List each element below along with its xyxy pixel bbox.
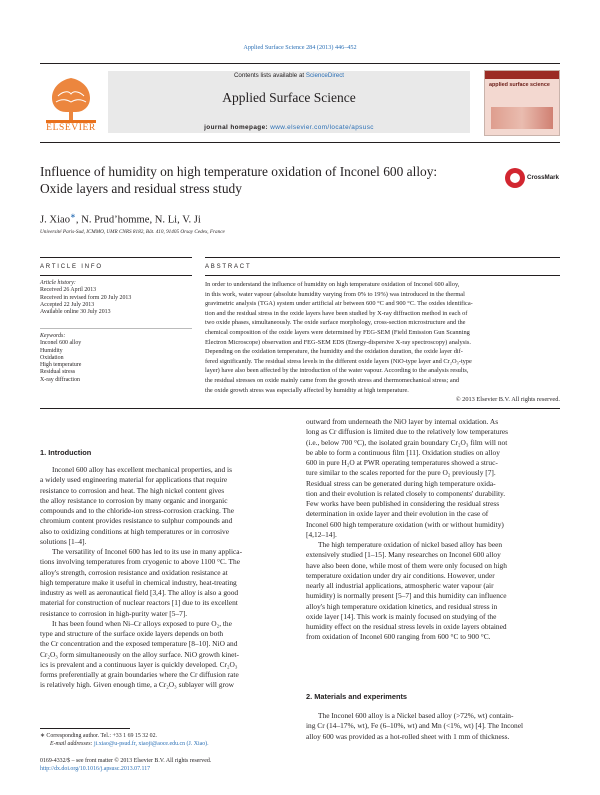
text-line: high temperature make it useful in chemical industry, heat-treating bbox=[40, 577, 237, 587]
text-line: type and structure of the surface oxide layers depends on both bbox=[40, 629, 224, 638]
text-line: humidity effect on the residual stress levels in oxide layers obtained bbox=[306, 622, 507, 631]
history-item: Accepted 22 July 2013 bbox=[40, 301, 95, 308]
text-line: humidity) is normally present [5–7] and this humidity can influence bbox=[306, 591, 507, 601]
abstract-line: in this work, water vapour (absolute humidity varying from 0% to 19%) was introduced in the thermal bbox=[205, 290, 465, 298]
abstract-line: tion and the residual stress in the oxide layers have been studied by X-ray diffraction method in each of bbox=[205, 309, 468, 317]
abstract-line: Depending on the oxidation temperature, the humidity and the oxidation duration, the oxide layer dif- bbox=[205, 348, 463, 356]
text-line: ture similar to the scales reported for the pure O₂ previously [7]. bbox=[306, 468, 496, 478]
keywords-label: Keywords: bbox=[40, 333, 66, 339]
journal-homepage-line bbox=[108, 124, 470, 131]
abstract-heading: ABSTRACT bbox=[205, 264, 252, 270]
journal-cover-thumbnail[interactable] bbox=[484, 70, 560, 136]
abstract-sub-rule bbox=[205, 275, 560, 276]
text-line: also to oxidizing conditions at high temperatures or in corrosive bbox=[40, 526, 230, 536]
abstract-line: the residual stresses on oxide mainly came from the growth stress and thermomechanical stress; and bbox=[205, 376, 460, 384]
abstract-line: In order to understand the influence of humidity on high temperature oxidation of Inconel 600 alloy, bbox=[205, 281, 460, 288]
keyword: Oxidation bbox=[40, 354, 64, 361]
text-line: from oxidation of Inconel 600 ranging from 600 °C to 900 °C. bbox=[306, 632, 491, 642]
abstract-top-rule bbox=[205, 257, 560, 258]
sciencedirect-link[interactable]: ScienceDirect bbox=[305, 72, 345, 79]
abstract-line: two oxide phases, simultaneously. The oxide surface morphology, cross-section microstructure and the bbox=[205, 319, 466, 327]
text-line: material for construction of nuclear reactors [1] due to its excellent bbox=[40, 598, 238, 608]
first-author: J. Xiao bbox=[40, 214, 71, 226]
info-divider bbox=[40, 328, 192, 329]
keyword: Inconel 600 alloy bbox=[40, 340, 82, 347]
text-line: industry as well as aeronautical field [3,4]. The alloy is also a good bbox=[40, 588, 239, 597]
text-line: Inconel 600 alloy has excellent mechanical properties, and is bbox=[52, 465, 232, 474]
text-line: outward from underneath the NiO layer by internal oxidation. As bbox=[306, 417, 499, 426]
email-note bbox=[40, 741, 300, 749]
text-line: ics is prevalent and a continuous layer is quickly developed. Cr₂O₃ bbox=[40, 659, 238, 669]
article-title: Influence of humidity on high temperature oxidation of Inconel 600 alloy: Oxide layers and residual stress study bbox=[40, 164, 438, 197]
text-line: the alloy resistance to corrosion by many organic and inorganic bbox=[40, 495, 228, 505]
text-line: solutions [1–4]. bbox=[40, 536, 87, 546]
homepage-prefix: journal homepage: bbox=[204, 124, 271, 131]
text-line: is relatively high. Given enough time, a Cr₂O₃ sublayer will grow bbox=[40, 680, 234, 690]
corresponding-author-marker[interactable]: ∗ bbox=[70, 212, 76, 220]
text-line: Residual stress can be generated during high temperature oxida- bbox=[306, 478, 496, 488]
methods-line: alloy 600 was provided as a hot-rolled sheet with 1 mm of thickness. bbox=[306, 731, 510, 741]
cover-art bbox=[491, 107, 553, 129]
abstract-line: the oxide growth stress was especially affected by humidity at high temperature. bbox=[205, 386, 409, 394]
section-heading-introduction: 1. Introduction bbox=[40, 448, 92, 457]
contents-prefix: Contents lists available at bbox=[233, 72, 306, 79]
text-line: Few works have been published in considering the residual stress bbox=[306, 499, 500, 508]
text-line: Inconel 600 high temperature oxidation (with or without humidity) bbox=[306, 519, 504, 529]
abstract-body bbox=[205, 280, 560, 405]
abstract-line: Electron Microscope) observation and FEG-SEM EDS (Energy-dispersive X-ray spectroscopy) analysis. bbox=[205, 338, 471, 346]
keyword: Humidity bbox=[40, 347, 63, 354]
keyword: X-ray diffraction bbox=[40, 376, 80, 383]
text-line: alloy's strength, corrosion resistance and oxidation resistance at bbox=[40, 567, 228, 577]
section-heading-materials: 2. Materials and experiments bbox=[306, 692, 408, 701]
paragraph bbox=[40, 619, 290, 691]
keyword: High temperature bbox=[40, 362, 82, 369]
keyword: Residual stress bbox=[40, 369, 76, 376]
text-line: tion and their evolution is related closely to components' durability. bbox=[306, 488, 506, 498]
text-line: nearly all industrial applications, atmospheric water vapour (air bbox=[306, 581, 494, 590]
text-line: alloy's high temperature oxidation kinetics, and residual stress in bbox=[306, 601, 498, 611]
text-line: It has been found when Ni–Cr alloys exposed to pure O₂, the bbox=[52, 618, 232, 628]
paragraph bbox=[306, 417, 560, 540]
elsevier-wordmark: ELSEVIER bbox=[46, 123, 96, 133]
elsevier-tree-logo-icon bbox=[40, 70, 102, 130]
crossmark-icon bbox=[505, 168, 525, 188]
journal-title: Applied Surface Science bbox=[222, 90, 356, 105]
footnotes bbox=[40, 733, 300, 748]
text-line: oxide layer [14]. This work is mainly focused on studying of the bbox=[306, 611, 497, 621]
keywords bbox=[40, 333, 192, 384]
right-column-body bbox=[306, 417, 560, 643]
text-line: extensively studied [1–15]. Many researches on Inconel 600 alloy bbox=[306, 550, 501, 560]
methods-line: ing Cr (14–17%, wt), Fe (6–10%, wt) and Mn (<1%, wt) [4]. The Inconel bbox=[306, 721, 524, 731]
other-authors: , N. Prud’homme, N. Li, V. Ji bbox=[75, 214, 201, 226]
text-line: 600 in pure H₂O at PWR operating temperatures showed a struc- bbox=[306, 458, 498, 467]
text-line: resistance to corrosion and heat. The high nickel content gives bbox=[40, 485, 225, 495]
journal-reference[interactable]: Applied Surface Science 284 (2013) 446–452 bbox=[243, 44, 357, 51]
text-line: the Cr concentration and the exposed temperature [8–10]. NiO and bbox=[40, 639, 238, 649]
text-line: chromium content provides resistance to sulphur compounds and bbox=[40, 516, 233, 526]
corresponding-author-note: ∗ Corresponding author. Tel.: +33 1 69 15 32 02. bbox=[40, 733, 158, 739]
author-list bbox=[40, 212, 560, 226]
text-line: The versatility of Inconel 600 has led to its use in many applica- bbox=[52, 547, 243, 556]
abstract-line: fered significantly. The residual stress levels in the different oxide layers (NiO-type layer and Cr₂O₃-type bbox=[205, 357, 472, 365]
text-line: be able to form a continuous film [11]. Oxidation studies on alloy bbox=[306, 447, 500, 457]
email-label: E-mail addresses: bbox=[50, 740, 94, 747]
text-line: tions involving temperatures from cryogenic to above 1100 °C. The bbox=[40, 557, 240, 567]
paragraph bbox=[40, 547, 290, 619]
paragraph bbox=[40, 465, 290, 547]
homepage-link[interactable]: www.elsevier.com/locate/apsusc bbox=[270, 124, 374, 131]
text-line: (i.e., below 700 °C), the isolated grain boundary Cr₂O₃ film will not bbox=[306, 437, 508, 447]
text-line: Cr₂O₃ form simultaneously on the alloy surface. NiO growth kinet- bbox=[40, 649, 239, 659]
crossmark-badge[interactable] bbox=[505, 168, 559, 190]
abstract-line: layer) have also been affected by the introduction of the water vapour. According to the analysis results, bbox=[205, 367, 469, 375]
doi-link[interactable]: http://dx.doi.org/10.1016/j.apsusc.2013.07.117 bbox=[40, 765, 151, 772]
contents-line bbox=[108, 72, 470, 79]
front-matter bbox=[40, 758, 340, 773]
text-line: [4,12–14]. bbox=[306, 529, 337, 539]
text-line: long as Cr diffusion is limited due to the relatively low temperatures bbox=[306, 427, 509, 437]
paragraph bbox=[306, 540, 560, 643]
footnote-rule bbox=[40, 728, 130, 729]
left-column-body bbox=[40, 465, 290, 691]
header-bottom-rule bbox=[40, 142, 560, 143]
cover-band bbox=[485, 71, 559, 79]
text-line: temperature oxidation under dry air conditions. However, under bbox=[306, 570, 495, 580]
email-links[interactable]: ji.xiao@u-psud.fr, xiaoji@aoce.edu.cn (J. Xiao). bbox=[93, 740, 209, 747]
text-line: have also been done, while most of them were only focused on high bbox=[306, 560, 507, 570]
article-info-sub-rule bbox=[40, 275, 192, 276]
methods-line: The Inconel 600 alloy is a Nickel based alloy (>72%, wt) contain- bbox=[318, 711, 514, 720]
text-line: compounds and to the chloride-ion stress-corrosion cracking. The bbox=[40, 506, 235, 515]
cover-title: applied surface science bbox=[489, 82, 550, 88]
copyright-line: © 2013 Elsevier B.V. All rights reserved. bbox=[455, 396, 560, 404]
abstract-line: chemical composition of the oxide layers were determined by FEG-SEM (Field Emission Gun Scanning bbox=[205, 328, 470, 336]
history-item: Received in revised form 20 July 2013 bbox=[40, 294, 132, 301]
text-line: resistance to corrosion in high-purity water [5–7]. bbox=[40, 608, 188, 618]
text-line: determination in oxide layer and their evolution in the case of bbox=[306, 509, 489, 519]
abstract-bottom-rule bbox=[40, 408, 560, 409]
article-info-top-rule bbox=[40, 257, 192, 258]
article-history-label: Article history: bbox=[40, 280, 76, 286]
history-item: Available online 30 July 2013 bbox=[40, 309, 111, 316]
abstract-line: gravimetric analysis (TGA) system under artificial air between 600 °C and 900 °C. The oxides identifica- bbox=[205, 300, 473, 308]
text-line: forms preferentially at grain boundaries where the Cr diffusion rate bbox=[40, 670, 239, 679]
methods-paragraph bbox=[306, 711, 560, 742]
article-history bbox=[40, 280, 192, 316]
affiliation: Université Paris-Sud, ICMMO, UMR CNRS 8182, Bât. 410, 91405 Orsay Cedex, France bbox=[40, 229, 225, 235]
crossmark-label: CrossMark bbox=[527, 174, 559, 181]
article-info-heading: ARTICLE INFO bbox=[40, 264, 103, 270]
text-line: The high temperature oxidation of nickel based alloy has been bbox=[318, 540, 503, 549]
text-line: a widely used engineering material for applications that require bbox=[40, 475, 228, 485]
history-item: Received 26 April 2013 bbox=[40, 287, 97, 294]
issn-line: 0169-4332/$ – see front matter © 2013 Elsevier B.V. All rights reserved. bbox=[40, 758, 212, 764]
